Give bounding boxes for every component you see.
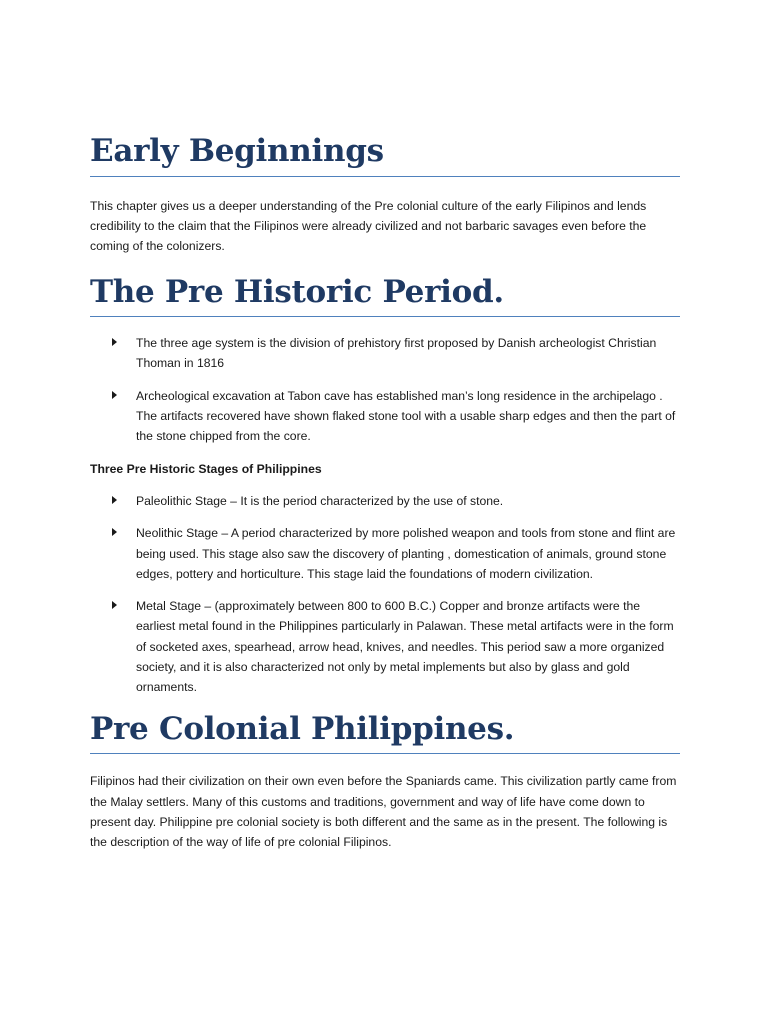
list-item [90, 333, 680, 374]
triangle-right-bullet-icon [112, 338, 117, 346]
triangle-right-bullet-icon [112, 528, 117, 536]
triangle-right-bullet-icon [112, 391, 117, 399]
heading-pre-colonial-philippines: Pre Colonial Philippines. [90, 712, 680, 755]
spacer [90, 698, 680, 712]
stages-bullet-list [90, 491, 680, 698]
triangle-right-bullet-icon [112, 496, 117, 504]
heading-early-beginnings: Early Beginnings [90, 134, 680, 177]
list-item [90, 523, 680, 584]
triangle-right-bullet-icon [112, 601, 117, 609]
heading-pre-historic-period: The Pre Historic Period. [90, 275, 680, 318]
prehistoric-bullet-list [90, 333, 680, 446]
list-item-text: Neolithic Stage – A period characterized by more polished weapon and tools from stone and flint are being used. This stage also saw the discovery of planting , domestication of animals, ground stone edges, pottery and horticulture. This stage laid the foundations of modern civilization. [136, 526, 676, 581]
list-item [90, 491, 680, 511]
stages-subtitle: Three Pre Historic Stages of Philippines [90, 461, 322, 476]
spacer [90, 447, 680, 459]
spacer [90, 257, 680, 275]
list-item-text: Archeological excavation at Tabon cave has established man’s long residence in the archipelago . The artifacts recovered have shown flaked stone tool with a usable sharp edges and then the part of the stone chipped from the core. [136, 388, 676, 444]
list-item [90, 386, 680, 447]
spacer [90, 177, 680, 196]
list-item-text: The three age system is the division of prehistory first proposed by Danish archeologist Christian Thoman in 1816 [136, 336, 657, 371]
list-item [90, 596, 680, 697]
document-page [90, 0, 680, 852]
spacer [90, 317, 680, 333]
spacer [90, 479, 680, 491]
paragraph-early-beginnings: This chapter gives us a deeper understanding of the Pre colonial culture of the early Filipinos and lends credibility to the claim that the Filipinos were already civilized and not barbaric savages even before the coming of the colonizers. [90, 198, 647, 254]
paragraph-pre-colonial: Filipinos had their civilization on their own even before the Spaniards came. This civilization partly came from the Malay settlers. Many of this customs and traditions, government and way of life have come down to present day. Philippine pre colonial society is both different and the same as in the present. The following is the description of the way of life of pre colonial Filipinos. [90, 774, 677, 850]
spacer [90, 754, 680, 771]
list-item-text: Paleolithic Stage – It is the period characterized by the use of stone. [136, 493, 504, 508]
top-margin [90, 0, 680, 134]
list-item-text: Metal Stage – (approximately between 800 to 600 B.C.) Copper and bronze artifacts were the earliest metal found in the Philippines particularly in Palawan. These metal artifacts were in the form of socketed axes, spearhead, arrow head, knives, and needles. This period saw a more organized society, and it is also characterized not only by metal implements but also by glass and gold ornaments. [136, 599, 674, 695]
